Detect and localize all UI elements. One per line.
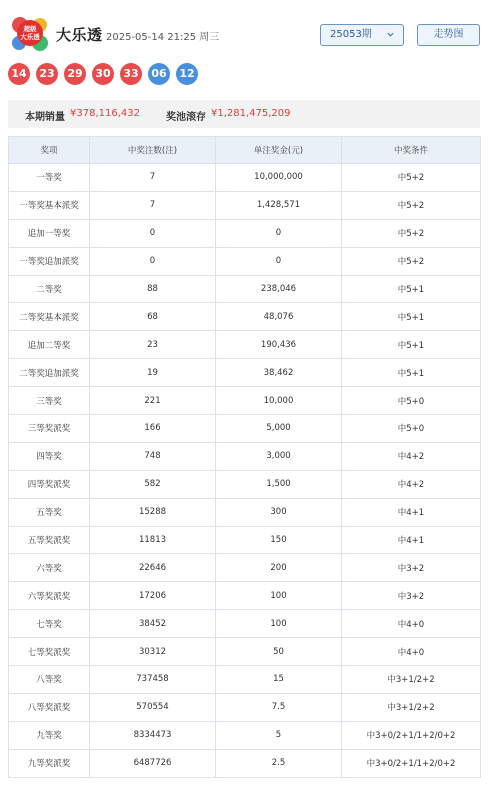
prize-name-cell: 一等奖基本派奖 [9,191,90,219]
pool-label: 奖池滚存 [166,112,206,123]
table-row [9,359,481,387]
table-row [9,498,481,526]
column-header: 奖项 [9,137,90,164]
table-row [9,331,481,359]
win-condition-cell: 中5+0 [342,387,481,415]
table-row [9,164,481,192]
table-row [9,526,481,554]
prize-amount-cell: 10,000 [216,387,342,415]
prize-amount-cell: 300 [216,498,342,526]
prize-amount-cell: 0 [216,247,342,275]
winner-count-cell: 17206 [90,582,216,610]
prize-name-cell: 九等奖派奖 [9,749,90,777]
win-condition-cell: 中4+1 [342,526,481,554]
prize-amount-cell: 0 [216,219,342,247]
svg-text:大乐透: 大乐透 [20,33,40,41]
table-row [9,247,481,275]
table-row [9,191,481,219]
prize-name-cell: 三等奖 [9,387,90,415]
period-select[interactable] [320,24,404,46]
win-condition-cell: 中4+2 [342,442,481,470]
winner-count-cell: 68 [90,303,216,331]
win-condition-cell: 中5+2 [342,164,481,192]
prize-amount-cell: 1,500 [216,470,342,498]
win-condition-cell: 中5+2 [342,191,481,219]
column-header: 单注奖金(元) [216,137,342,164]
winner-count-cell: 0 [90,219,216,247]
win-condition-cell: 中5+1 [342,275,481,303]
win-condition-cell: 中3+1/2+2 [342,693,481,721]
winner-count-cell: 7 [90,191,216,219]
win-condition-cell: 中5+2 [342,219,481,247]
winner-count-cell: 23 [90,331,216,359]
table-row [9,275,481,303]
table-row [9,470,481,498]
chevron-down-icon [387,31,394,38]
red-ball: 14 [8,63,30,85]
prize-name-cell: 八等奖 [9,666,90,694]
win-condition-cell: 中3+2 [342,554,481,582]
prize-amount-cell: 100 [216,582,342,610]
prize-name-cell: 二等奖追加派奖 [9,359,90,387]
app-title: 大乐透 [56,26,103,44]
prize-name-cell: 一等奖 [9,164,90,192]
sales-label: 本期销量 [25,112,65,123]
prize-amount-cell: 15 [216,666,342,694]
lottery-logo [10,13,50,53]
table-row [9,303,481,331]
prize-name-cell: 二等奖基本派奖 [9,303,90,331]
prize-name-cell: 六等奖派奖 [9,582,90,610]
prize-amount-cell: 1,428,571 [216,191,342,219]
winner-count-cell: 88 [90,275,216,303]
prize-name-cell: 三等奖派奖 [9,415,90,443]
win-condition-cell: 中5+0 [342,415,481,443]
prize-name-cell: 追加二等奖 [9,331,90,359]
column-header: 中奖注数(注) [90,137,216,164]
red-ball: 23 [36,63,58,85]
win-condition-cell: 中5+1 [342,303,481,331]
win-condition-cell: 中3+0/2+1/1+2/0+2 [342,721,481,749]
prize-amount-cell: 3,000 [216,442,342,470]
prize-name-cell: 二等奖 [9,275,90,303]
table-row [9,442,481,470]
table-row [9,666,481,694]
prize-name-cell: 九等奖 [9,721,90,749]
sales-value: ¥378,116,432 [70,108,140,119]
red-ball: 33 [120,63,142,85]
winner-count-cell: 11813 [90,526,216,554]
table-row [9,219,481,247]
winner-count-cell: 8334473 [90,721,216,749]
prize-amount-cell: 5,000 [216,415,342,443]
pool-value: ¥1,281,475,209 [211,108,291,119]
winner-count-cell: 221 [90,387,216,415]
prize-name-cell: 五等奖派奖 [9,526,90,554]
winner-count-cell: 737458 [90,666,216,694]
table-header-row [9,137,481,164]
prize-amount-cell: 100 [216,610,342,638]
prize-amount-cell: 200 [216,554,342,582]
winner-count-cell: 7 [90,164,216,192]
table-row [9,415,481,443]
table-row [9,387,481,415]
win-condition-cell: 中5+1 [342,359,481,387]
win-condition-cell: 中4+0 [342,638,481,666]
blue-ball: 12 [176,63,198,85]
header [0,0,488,60]
winner-count-cell: 748 [90,442,216,470]
prize-amount-cell: 48,076 [216,303,342,331]
prize-name-cell: 一等奖追加派奖 [9,247,90,275]
prize-table [8,136,481,778]
prize-amount-cell: 2.5 [216,749,342,777]
prize-amount-cell: 150 [216,526,342,554]
prize-name-cell: 五等奖 [9,498,90,526]
winner-count-cell: 19 [90,359,216,387]
winner-count-cell: 582 [90,470,216,498]
draw-time: 2025-05-14 21:25 周三 [106,32,220,43]
winner-count-cell: 0 [90,247,216,275]
winner-count-cell: 30312 [90,638,216,666]
table-row [9,693,481,721]
win-condition-cell: 中3+1/2+2 [342,666,481,694]
trend-chart-button[interactable]: 走势图 [417,24,480,46]
winner-count-cell: 22646 [90,554,216,582]
prize-name-cell: 追加一等奖 [9,219,90,247]
table-row [9,554,481,582]
win-condition-cell: 中4+0 [342,610,481,638]
win-condition-cell: 中4+1 [342,498,481,526]
winner-count-cell: 38452 [90,610,216,638]
prize-amount-cell: 10,000,000 [216,164,342,192]
win-condition-cell: 中4+2 [342,470,481,498]
winner-count-cell: 570554 [90,693,216,721]
prize-name-cell: 六等奖 [9,554,90,582]
win-condition-cell: 中5+2 [342,247,481,275]
prize-amount-cell: 238,046 [216,275,342,303]
period-select-value: 25053期 [330,29,372,40]
sales-summary [8,100,480,128]
win-condition-cell: 中3+2 [342,582,481,610]
prize-name-cell: 四等奖派奖 [9,470,90,498]
win-condition-cell: 中5+1 [342,331,481,359]
red-ball: 29 [64,63,86,85]
svg-text:超级: 超级 [23,25,37,33]
winner-count-cell: 6487726 [90,749,216,777]
blue-ball: 06 [148,63,170,85]
prize-amount-cell: 50 [216,638,342,666]
prize-name-cell: 八等奖派奖 [9,693,90,721]
prize-amount-cell: 190,436 [216,331,342,359]
red-ball: 30 [92,63,114,85]
table-row [9,721,481,749]
column-header: 中奖条件 [342,137,481,164]
winner-count-cell: 15288 [90,498,216,526]
table-row [9,749,481,777]
prize-amount-cell: 5 [216,721,342,749]
table-row [9,582,481,610]
prize-amount-cell: 7.5 [216,693,342,721]
prize-amount-cell: 38,462 [216,359,342,387]
win-condition-cell: 中3+0/2+1/1+2/0+2 [342,749,481,777]
table-row [9,610,481,638]
prize-name-cell: 四等奖 [9,442,90,470]
winner-count-cell: 166 [90,415,216,443]
prize-name-cell: 七等奖派奖 [9,638,90,666]
table-row [9,638,481,666]
prize-name-cell: 七等奖 [9,610,90,638]
